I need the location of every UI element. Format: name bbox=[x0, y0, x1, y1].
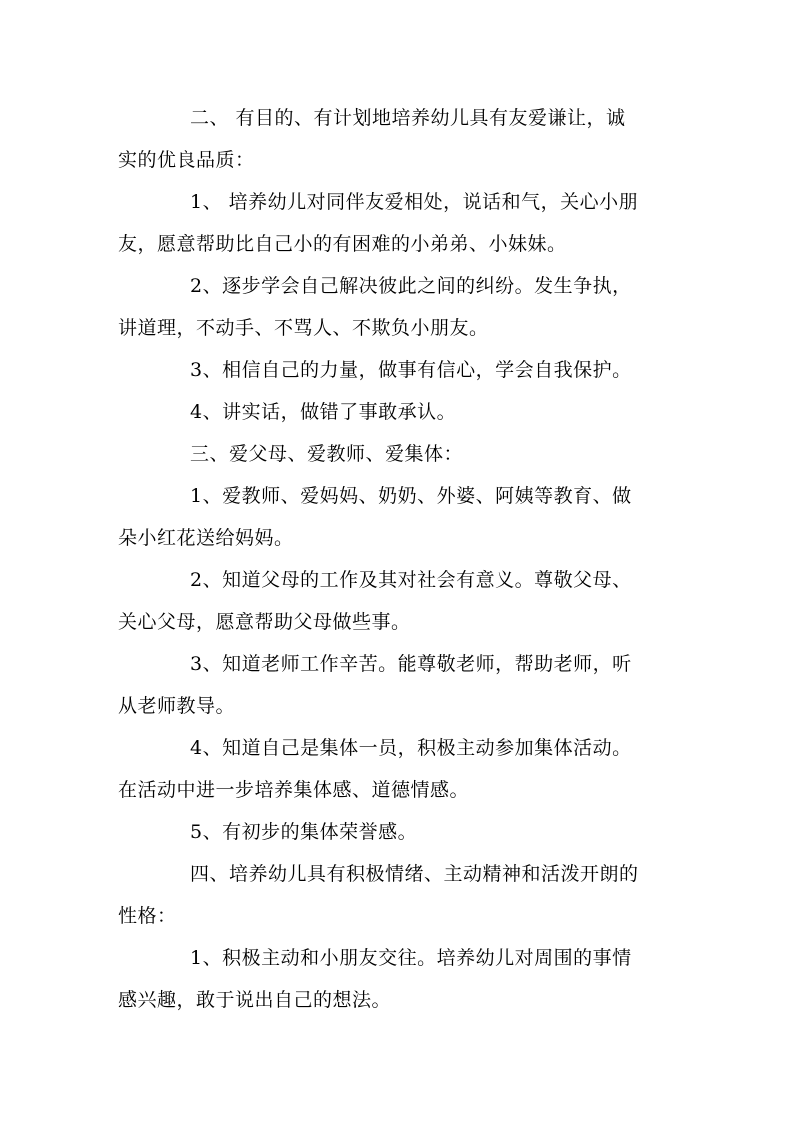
paragraph-line: 4、知道自己是集体一员，积极主动参加集体活动。 bbox=[190, 737, 632, 759]
paragraph-line: 2、逐步学会自己解决彼此之间的纠纷。发生争执， bbox=[190, 275, 632, 297]
paragraph-line: 在活动中进一步培养集体感、道德情感。 bbox=[118, 779, 470, 801]
paragraph-line: 关心父母，愿意帮助父母做些事。 bbox=[118, 611, 411, 633]
paragraph-line: 3、相信自己的力量，做事有信心，学会自我保护。 bbox=[190, 359, 632, 381]
paragraph-line: 友，愿意帮助比自己小的有困难的小弟弟、小妹妹。 bbox=[118, 233, 567, 255]
paragraph-line: 1、 培养幼儿对同伴友爱相处，说话和气，关心小朋 bbox=[190, 191, 639, 213]
paragraph-line: 5、有初步的集体荣誉感。 bbox=[190, 821, 418, 843]
paragraph-line: 3、知道老师工作辛苦。能尊敬老师，帮助老师，听 bbox=[190, 653, 632, 675]
paragraph-line: 性格： bbox=[118, 905, 177, 927]
paragraph-line: 从老师教导。 bbox=[118, 695, 236, 717]
paragraph-line: 实的优良品质： bbox=[118, 149, 255, 171]
paragraph-line: 朵小红花送给妈妈。 bbox=[118, 527, 294, 549]
section-heading: 三、爱父母、爱教师、爱集体： bbox=[190, 443, 464, 465]
paragraph-line: 感兴趣，敢于说出自己的想法。 bbox=[118, 989, 392, 1011]
section-heading: 四、培养幼儿具有积极情绪、主动精神和活泼开朗的 bbox=[190, 863, 639, 885]
paragraph-line: 1、爱教师、爱妈妈、奶奶、外婆、阿姨等教育、做 bbox=[190, 485, 632, 507]
paragraph-line: 1、积极主动和小朋友交往。培养幼儿对周围的事情 bbox=[190, 947, 632, 969]
paragraph-line: 二、 有目的、有计划地培养幼儿具有友爱谦让，诚 bbox=[190, 107, 626, 129]
paragraph-line: 2、知道父母的工作及其对社会有意义。尊敬父母、 bbox=[190, 569, 632, 591]
paragraph-line: 4、讲实话，做错了事敢承认。 bbox=[190, 401, 457, 423]
paragraph-line: 讲道理，不动手、不骂人、不欺负小朋友。 bbox=[118, 317, 489, 339]
